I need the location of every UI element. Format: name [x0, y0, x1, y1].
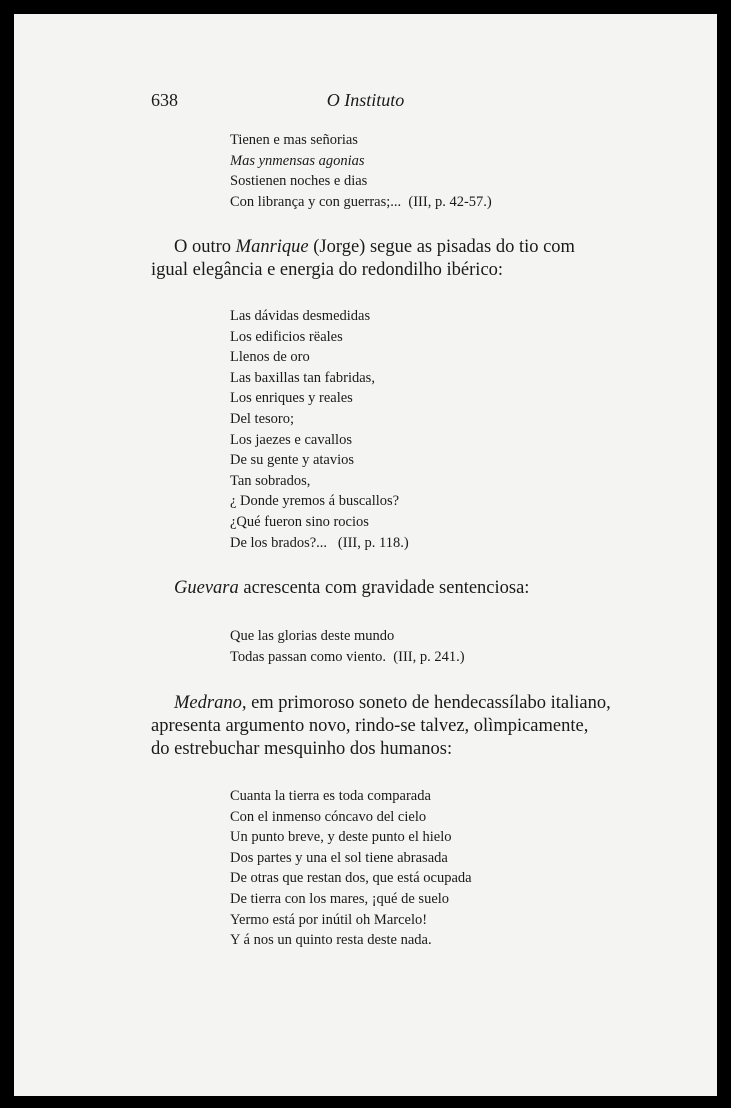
paragraph-line: igual elegância e energia do redondilho ibérico:: [151, 260, 504, 280]
verse-line: De otras que restan dos, que está ocupada: [230, 870, 472, 887]
paragraph-line: [151, 236, 622, 259]
verse-line: Yermo está por inútil oh Marcelo!: [230, 911, 428, 928]
verse-quote-2: [230, 306, 409, 553]
verse-line: Un punto breve, y deste punto el hielo: [230, 829, 452, 846]
author-name: Medrano,: [174, 693, 247, 713]
verse-quote-1: [230, 130, 492, 212]
verse-line: Llenos de oro: [230, 349, 310, 366]
verse-line: Sostienen noches e dias: [230, 173, 368, 190]
verse-line: Que las glorias deste mundo: [230, 628, 395, 644]
verse-line: ¿Qué fueron sino rocios: [230, 513, 369, 530]
verse-line: ¿ Donde yremos á buscallos?: [230, 493, 400, 510]
paragraph-manrique: [151, 236, 622, 282]
verse-line: Tienen e mas señorias: [230, 132, 358, 148]
verse-quote-3: [230, 626, 465, 667]
verse-line: Tan sobrados,: [230, 472, 311, 489]
paragraph-medrano: [151, 692, 622, 761]
verse-quote-4: [230, 786, 472, 951]
verse-line: Los jaezes e cavallos: [230, 431, 352, 448]
verse-line: De tierra con los mares, ¡qué de suelo: [230, 890, 450, 907]
verse-line: Dos partes y una el sol tiene abrasada: [230, 849, 448, 866]
author-name: Manrique: [235, 237, 309, 257]
verse-line: Todas passan como viento. (III, p. 241.): [230, 648, 465, 665]
paragraph-line: [151, 577, 622, 600]
verse-line: Los edificios rëales: [230, 328, 343, 345]
verse-line: Las dávidas desmedidas: [230, 308, 371, 324]
text-span: em primoroso soneto de hendecassílabo italiano,: [246, 693, 611, 713]
page-number: 638: [151, 90, 178, 110]
text-span: (Jorge) segue as pisadas do tio com: [308, 237, 575, 257]
verse-line: Mas ynmensas agonias: [230, 152, 365, 169]
paragraph-line: apresenta argumento novo, rindo-se talvez, olìmpicamente,: [151, 716, 589, 736]
verse-line: De los brados?... (III, p. 118.): [230, 534, 409, 551]
verse-line: Las baxillas tan fabridas,: [230, 369, 375, 386]
verse-line: Con el inmenso cóncavo del cielo: [230, 808, 427, 825]
verse-line: Del tesoro;: [230, 410, 295, 427]
author-name: Guevara: [174, 578, 239, 598]
text-span: O outro: [174, 237, 236, 257]
book-page: [14, 14, 717, 1096]
paragraph-line: [151, 692, 622, 715]
verse-line: De su gente y atavios: [230, 452, 355, 469]
paragraph-guevara: [151, 577, 622, 600]
verse-line: Con librança y con guerras;... (III, p. 42-57.): [230, 193, 492, 210]
verse-line: Cuanta la tierra es toda comparada: [230, 788, 431, 804]
running-title: O Instituto: [326, 90, 405, 110]
paragraph-line: do estrebuchar mesquinho dos humanos:: [151, 739, 453, 759]
verse-line: Y á nos un quinto resta deste nada.: [230, 932, 432, 949]
page-header: [14, 90, 717, 114]
text-span: acrescenta com gravidade sentenciosa:: [238, 578, 530, 598]
verse-line: Los enriques y reales: [230, 390, 353, 407]
